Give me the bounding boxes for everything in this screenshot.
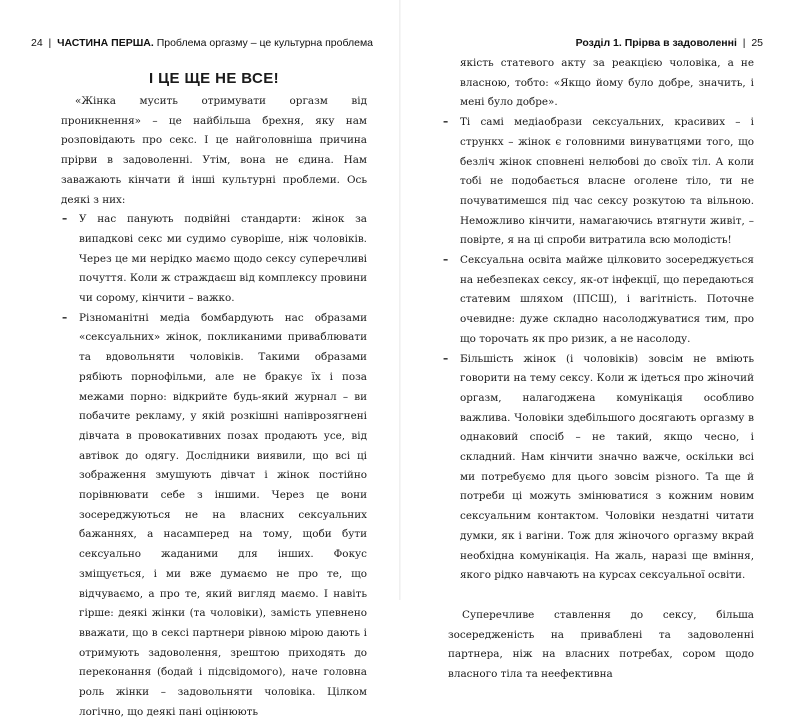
list-item-text: Більшість жінок (і чоловіків) зовсім не вміють говорити на тему сексу. Коли ж ідеться про жіночий оргазм, налагоджена комунікація особливо важлива. Чоловіки здебільшого досягають оргазму в однаковий спосіб – не такий, якщо чесно, і складний. Нам кінчити значно важче, оскільки всі ми потребуємо для цього зовсім різного. Та ще й потреби ці можуть змінюватися з кожним новим сексуальним контактом. Чоловіки нездатні читати думки, як і вагіни. Тож для жіночого оргазму вкрай необхідна комунікація. На жаль, наразі ще вміння, якого рідко навчають на курсах сексуальної освіти. <box>460 352 754 582</box>
left-bullet-list <box>62 210 367 722</box>
continuation-text: якість статевого акту за реакцією чоловіка, а не власною, тобто: «Якщо йому було добре, значить, і мені було добре». <box>460 57 754 109</box>
left-page <box>0 0 400 718</box>
part-label: ЧАСТИНА ПЕРША. <box>57 37 154 49</box>
left-running-head <box>31 37 373 49</box>
list-item-text: Сексуальна освіта майже цілковито зосереджується на небезпеках сексу, як-от інфекції, що передаються статевим шляхом (ІПСШ), і вагітність. Поточне очевидне: дуже складно насолоджуватися тим, про що торочать як про ризик, а не насолоду. <box>460 254 754 345</box>
list-item-text: Ті самі медіаобрази сексуальних, красивих – і стрункх – жінок є головними винуватцями того, що безліч жінок сповнені нелюбові до своїх тіл. А коли тобі не подобається власне оголене тіло, ти не почуватимешся під час сексу розкутою та вільною. Неможливо кінчити, намагаючись втягнути живіт, – повірте, я на ці спроби витратила всю молодість! <box>460 116 754 247</box>
list-item <box>443 251 754 350</box>
right-text-column <box>443 54 754 685</box>
list-item <box>62 309 367 723</box>
right-bullet-list <box>443 54 754 586</box>
left-page-number: 24 <box>31 37 43 49</box>
list-item <box>62 210 367 309</box>
paragraph-gap <box>448 586 754 606</box>
list-item <box>443 113 754 251</box>
running-head-separator: | <box>739 37 749 49</box>
dash-bullet-icon: – <box>443 254 449 267</box>
chapter-title: Проблема оргазму – це культурна проблема <box>156 37 374 49</box>
right-page-number: 25 <box>751 37 763 49</box>
list-item <box>443 350 754 586</box>
section-heading: І ЦЕ ЩЕ НЕ ВСЕ! <box>148 70 280 87</box>
list-item-continuation <box>460 54 754 113</box>
dash-bullet-icon: – <box>443 116 449 129</box>
right-page <box>400 0 800 681</box>
dash-bullet-icon: – <box>62 213 68 226</box>
intro-paragraph: «Жінка мусить отримувати оргазм від проникнення» – це найбільша брехня, яку нам розповідають про секс. І це найголовніша причина прірви в задоволенні. Утім, вона не єдина. Нам заважають кінчати й інші культурні проблеми. Ось деякі з них: <box>61 95 367 206</box>
left-text-column <box>61 70 367 723</box>
dash-bullet-icon: – <box>62 311 68 324</box>
chapter-label: Розділ 1. Прірва в задоволенні <box>575 37 737 49</box>
list-item-text: Різноманітні медіа бомбардують нас образами «сексуальних» жінок, покликаними приваблювати та вдовольняти чоловіків. Такими образами рябіють порнофільми, але не бракує їх і поза межами порно: відкрийте будь-який журнал – ви побачите рекламу, у якій розкішні напіврозягнені дівчата в провокативних позах продають усе, від автівок до одягу. Дослідники виявили, що всі ці зображення змушують дівчат і жінок постійно порівнювати себе з іншими. Через це вони зосереджуються не на власних сексуальних бажаннях, а насамперед на тому, щоби бути сексуально жаданими для інших. Фокус зміщується, і ми вже думаємо не про те, що відчуваємо, а про те, який вигляд маємо. І навіть гірше: деякі жінки (та чоловіки), замість упевнено вважати, що в сексі партнери рівною мірою дають і отримують задоволення, зрештою приходять до переконання (бодай і підсвідомого), наче головна роль жінки – задовольняти чоловіка. Цілком логічно, що деякі пані оцінюють <box>79 311 367 718</box>
right-running-head <box>576 37 763 49</box>
closing-paragraph: Суперечливе ставлення до сексу, більша зосередженість на приваблені та задоволенні партнера, ніж на власних потребах, сором щодо власного тіла та неефективна <box>448 608 754 681</box>
list-item-text: У нас панують подвійні стандарти: жінок за випадкові секс ми судимо суворіше, ніж чоловіків. Через це ми нерідко маємо щодо сексу суперечливі почуття. Коли ж страждаєш від комплексу провини чи сорому, кінчити – важко. <box>79 213 367 305</box>
running-head-separator: | <box>45 37 55 49</box>
dash-bullet-icon: – <box>443 352 449 365</box>
